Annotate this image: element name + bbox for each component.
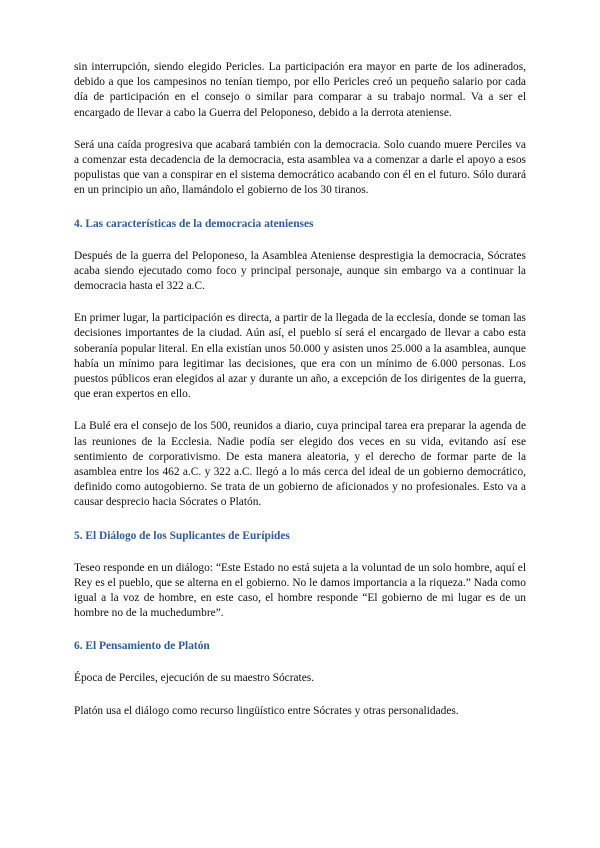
paragraph-pericles-participation: sin interrupción, siendo elegido Pericles. La participación era mayor en parte de los adinerados, debido a que los campesinos no tenían tiempo, por ello Pericles creó un pequeño salario por cada día de participación en el consejo o similar para comparar a su trabajo normal. Va a ser el encargado de llevar a cabo la Guerra del Peloponeso, debido a la derrota ateniense. (74, 61, 526, 119)
paragraph-pericles-era: Época de Perciles, ejecución de su maestro Sócrates. (74, 672, 315, 685)
paragraph-boule-council: La Bulé era el consejo de los 500, reunidos a diario, cuya principal tarea era preparar la agenda de las reuniones de la Ecclesia. Nadie podía ser elegido dos veces en su vida, evitando así ese sentimiento de corporativismo. De esta manera aleatoria, y el derecho de formar parte de la asamblea entre los 462 a.C. y 322 a.C. llegó a lo más cerca del ideal de un gobierno democrático, definido como autogobierno. Se trata de un gobierno de aficionados y no profesionales. Esto va a causar desprecio hacia Sócrates o Platón. (74, 420, 526, 509)
section-heading-5: 5. El Diálogo de los Suplicantes de Eurípides (74, 529, 290, 542)
paragraph-after-peloponnesian-war: Después de la guerra del Peloponeso, la Asamblea Ateniense desprestigia la democracia, Sócrates acaba siendo ejecutado como foco y principal personaje, aunque sin embargo va a continuar la democracia hasta el 322 a.C. (74, 249, 526, 293)
section-heading-4: 4. Las características de la democracia atenienses (74, 217, 314, 230)
paragraph-theseus-dialogue: Teseo responde en un diálogo: “Este Estado no está sujeta a la voluntad de un solo hombre, aquí el Rey es el pueblo, que se alterna en el gobierno. No le damos importancia a la riqueza.” Nada como igual a la voz de hombre, en este caso, el hombre responde “El gobierno de mi lugar es de un hombre no de la muchedumbre”. (74, 561, 526, 620)
section-heading-6: 6. El Pensamiento de Platón (74, 640, 210, 653)
paragraph-direct-participation: En primer lugar, la participación es directa, a partir de la llegada de la ecclesía, donde se toman las decisiones importantes de la ciudad. Aún así, el pueblo sí será el encargado de llevar a cabo esta soberanía popular literal. En ella existían unos 50.000 y asisten unos 25.000 a la asamblea, aunque había un mínimo para legitimar las decisiones, que era con un mínimo de 6.000 personas. Los puestos públicos eran elegidos al azar y durante un año, a excepción de los dirigentes de la guerra, que eran expertos en ello. (74, 312, 526, 401)
paragraph-plato-dialogue: Platón usa el diálogo como recurso lingüístico entre Sócrates y otras personalidades. (74, 704, 459, 717)
document-page (74, 60, 526, 719)
paragraph-democracy-decline: Será una caída progresiva que acabará también con la democracia. Solo cuando muere Perciles va a comenzar esta decadencia de la democracia, esta asamblea va a comenzar a darle el apoyo a esos populistas que van a conspirar en el sistema democrático acabando con él en el futuro. Sólo durará en un principio un año, llamándolo el gobierno de los 30 tiranos. (74, 138, 526, 197)
